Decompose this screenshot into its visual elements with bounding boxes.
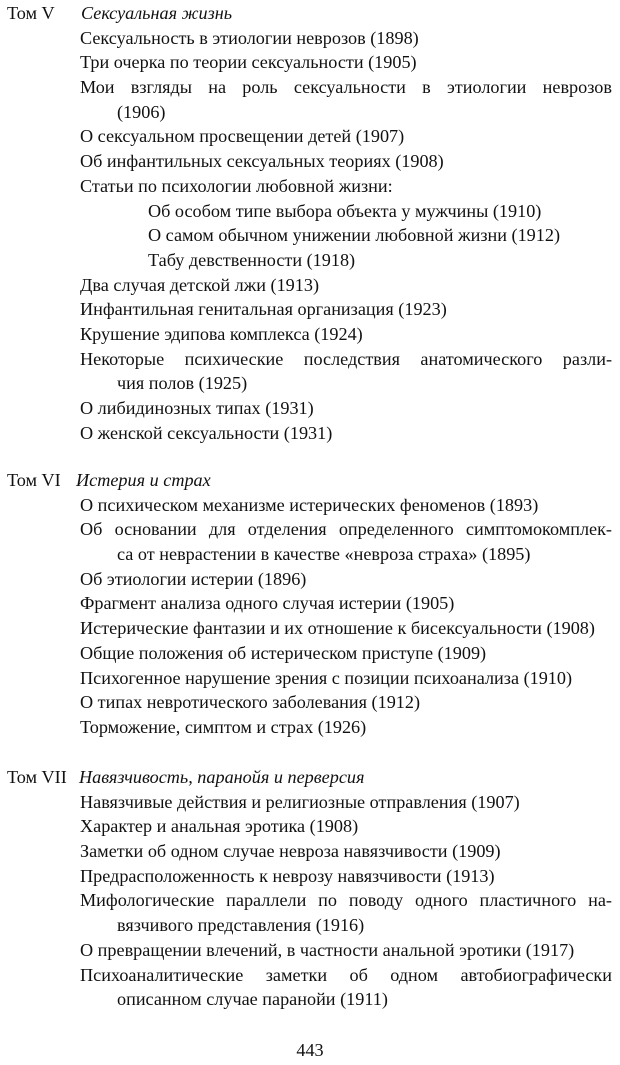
volume-title: Сексуальная жизнь [81,3,232,23]
toc-entry-continuation: вязчивого представления (1916) [117,915,365,936]
toc-entry: Предрасположенность к неврозу навязчивости (1913) [80,865,495,886]
toc-entry: Заметки об одном случае невроза навязчивости (1909) [80,841,501,862]
toc-entry: Мои взгляды на роль сексуальности в этиологии неврозов [80,77,612,98]
toc-entry: Об инфантильных сексуальных теориях (1908) [80,151,444,172]
toc-entry: Сексуальность в этиологии неврозов (1898) [80,27,419,48]
volume-title: Истерия и страх [76,470,211,490]
toc-entry: Три очерка по теории сексуальности (1905) [80,52,417,73]
toc-entry: Некоторые психические последствия анатомического разли- [80,348,612,369]
toc-entry: Торможение, симптом и страх (1926) [80,716,367,737]
toc-entry: Об этиологии истерии (1896) [80,568,307,589]
toc-entry: Общие положения об истерическом приступе (1909) [80,642,487,663]
volume-heading [0,468,620,493]
toc-entry: О либидинозных типах (1931) [80,398,314,418]
toc-entry: О психическом механизме истерических феноменов (1893) [80,494,539,515]
toc-entry: Об особом типе выбора объекта у мужчины (1910) [148,200,542,221]
toc-entry: Об основании для отделения определенного симптомокомплек- [80,519,612,540]
toc-entry: О самом обычном унижении любовной жизни (1912) [148,225,561,246]
toc-entry: Психоаналитические заметки об одном автобиографически [80,964,612,985]
toc-entry: О превращении влечений, в частности анальной эротики (1917) [80,939,575,960]
toc-entry-continuation: описанном случае паранойи (1911) [117,989,388,1010]
volume-label: Том VII [7,767,67,787]
toc-entry-continuation: (1906) [117,101,166,122]
volume-section [0,1,620,445]
volume-section [0,468,620,740]
volume-label: Том VI [7,470,61,490]
toc-entry: Фрагмент анализа одного случая истерии (1905) [80,593,455,614]
toc-entry: Навязчивые действия и религиозные отправления (1907) [80,791,520,812]
volume-heading [0,765,620,790]
toc-entry: Инфантильная генитальная организация (1923) [80,299,447,320]
volume-title: Навязчивость, паранойя и перверсия [79,767,365,787]
toc-entry: Табу девственности (1918) [148,249,356,270]
volume-label: Том V [7,3,55,23]
toc-entry: О типах невротического заболевания (1912) [80,692,421,713]
toc-entry: Крушение эдипова комплекса (1924) [80,323,363,344]
toc-entry: Статьи по психологии любовной жизни: [80,175,393,196]
toc-entry: Психогенное нарушение зрения с позиции психоанализа (1910) [80,667,573,688]
toc-entry: Мифологические параллели по поводу одного пластичного на- [80,890,612,911]
toc-entry: Характер и анальная эротика (1908) [80,816,359,837]
volume-heading [0,1,620,26]
toc-entry: Истерические фантазии и их отношение к бисексуальности (1908) [80,618,595,639]
volume-section [0,765,620,1012]
page-number: 443 [296,1040,324,1060]
toc-entry: О женской сексуальности (1931) [80,422,333,443]
toc-entry-continuation: чия полов (1925) [117,373,248,394]
toc-entry: О сексуальном просвещении детей (1907) [80,126,405,147]
toc-entry: Два случая детской лжи (1913) [80,274,320,295]
toc-entry-continuation: са от неврастении в качестве «невроза страха» (1895) [117,544,531,565]
